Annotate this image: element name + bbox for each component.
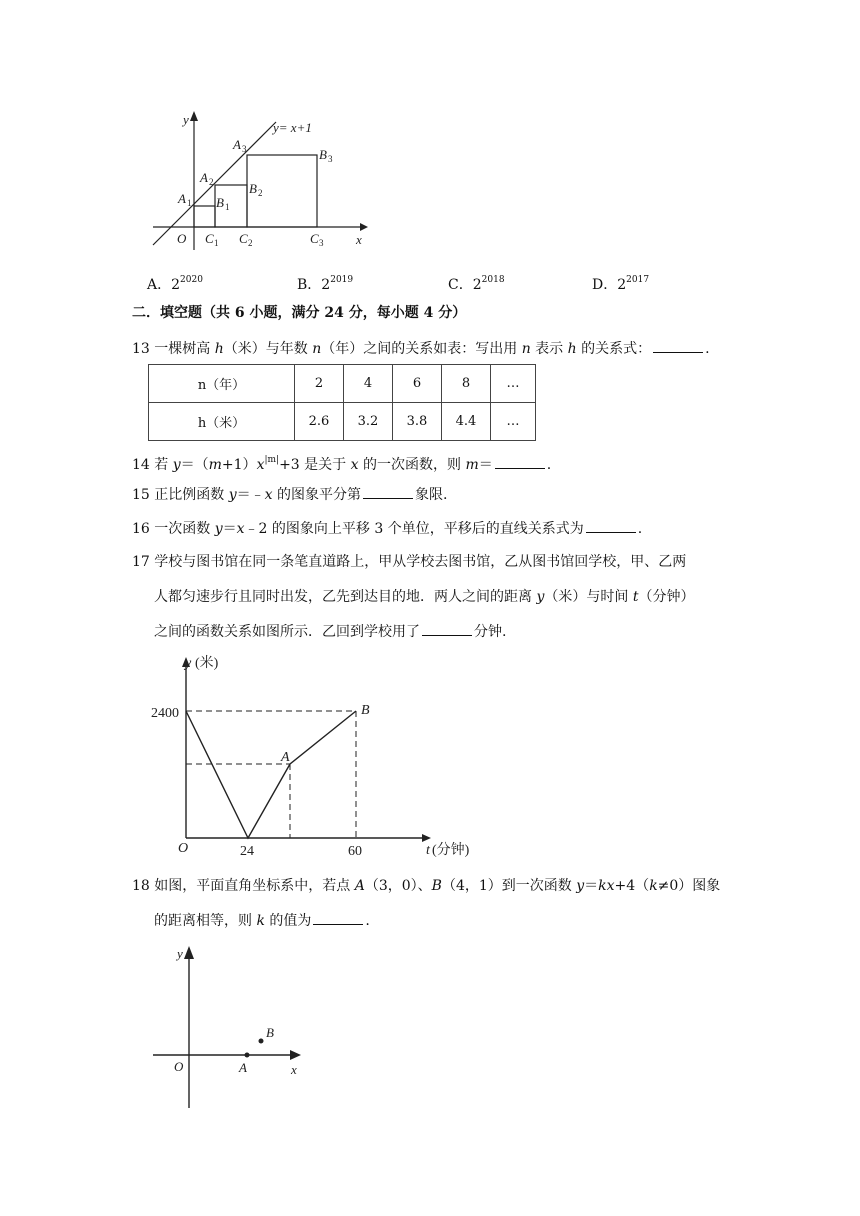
table-cell: 3.8 [393,403,442,441]
answer-blank[interactable] [495,454,545,469]
origin-label: O [178,841,189,856]
question-15: 15 正比例函数 y＝﹣x 的图象平分第 象限. [132,484,447,505]
label-a3-sub: 3 [242,144,247,154]
question-17-line-1: 17 学校与图书馆在同一条笔直道路上，甲从学校去图书馆，乙从图书馆回学校，甲、乙两 [132,554,687,570]
point-b-label: B [361,703,370,718]
table-cell: 6 [393,365,442,403]
table-cell: 2.6 [295,403,344,441]
option-a[interactable]: A．$2^{2020}$ [147,275,203,293]
origin-label: O [177,231,187,246]
x-axis-label: x [356,232,362,247]
label-c2-sub: 2 [248,238,253,248]
table-cell: 8 [442,365,491,403]
table-cell: … [491,365,536,403]
y-axis-label: y [183,112,189,127]
x-axis-label: x [291,1062,297,1077]
y-axis-label: y [177,946,183,961]
label-b1: B [216,195,224,210]
point-a-dot [245,1053,250,1058]
y-axis-arrow [184,946,194,959]
origin-label: O [174,1059,184,1074]
x-axis-arrow [422,834,431,842]
x-axis-unit: (分钟) [432,843,470,858]
y-axis-unit: (米) [195,656,219,671]
table-cell: 3.2 [344,403,393,441]
x-axis-arrow [290,1050,301,1060]
answer-blank[interactable] [422,621,472,636]
option-c[interactable]: C．$2^{2018}$ [448,275,505,293]
table-row [149,403,536,441]
point-b-label: B [266,1025,274,1040]
table-cell: … [491,403,536,441]
figure-distance-time-graph [140,650,510,865]
square-1 [194,206,215,227]
point-a-label: A [281,750,290,765]
question-13: 13 一棵树高 h（米）与年数 n（年）之间的关系如表：写出用 n 表示 h 的关系式： . [132,338,710,359]
label-b3: B [319,147,327,162]
label-a2-sub: 2 [209,177,214,187]
question-16: 16 一次函数 y＝x﹣2 的图象向上平移 3 个单位，平移后的直线关系式为 . [132,518,642,539]
question-18-line-1: 18 如图，平面直角坐标系中，若点 A（3，0）、B（4，1）到一次函数 y＝kx+4（k≠0）图象 [132,878,721,894]
row-header-h: h（米） [149,403,295,441]
answer-blank[interactable] [313,910,363,925]
question-14: 14 若 $y=(m+1)x^{|m|}+3$ 是关于 x 的一次函数，则 m＝ . [132,455,552,473]
label-c3: C [310,231,319,246]
x-tick-24: 24 [240,844,254,859]
label-c3-sub: 3 [319,238,324,248]
option-d[interactable]: D．$2^{2017}$ [592,275,650,293]
label-b2: B [249,181,257,196]
question-17-line-3: 之间的函数关系如图所示．乙回到学校用了 分钟. [154,621,506,642]
label-b1-sub: 1 [225,202,230,212]
label-c1: C [205,231,214,246]
label-b3-sub: 3 [328,154,333,164]
line-label: y= x+1 [273,120,312,135]
label-a1: A [178,191,186,206]
row-header-n: n（年） [149,365,295,403]
point-a-label: A [239,1060,247,1075]
label-a1-sub: 1 [187,198,192,208]
table-cell: 4.4 [442,403,491,441]
table-cell: 2 [295,365,344,403]
question-18-line-2: 的距离相等，则 k 的值为 . [154,910,370,931]
y-tick-2400: 2400 [151,706,179,721]
section-heading: 二．填空题（共 6 小题，满分 24 分，每小题 4 分） [132,305,467,321]
answer-blank[interactable] [586,518,636,533]
question-17-line-2: 人都匀速步行且同时出发，乙先到达目的地．两人之间的距离 y（米）与时间 t（分钟） [154,589,695,605]
label-c1-sub: 1 [214,238,219,248]
answer-blank[interactable] [363,484,413,499]
y-axis-arrow [190,111,198,121]
tree-height-table [148,364,536,441]
label-a3: A [233,137,241,152]
answer-blank[interactable] [653,338,703,353]
label-c2: C [239,231,248,246]
distance-line [186,711,356,838]
figure-points-a-b [148,940,318,1115]
label-b2-sub: 2 [258,188,263,198]
label-a2: A [200,170,208,185]
table-row [149,365,536,403]
y-axis-label: y [185,656,192,671]
x-tick-60: 60 [348,844,362,859]
x-axis-label: t [426,843,430,858]
x-axis-arrow [360,223,368,231]
point-b-dot [259,1039,264,1044]
figure-staircase-squares [148,105,378,255]
table-cell: 4 [344,365,393,403]
option-b[interactable]: B．$2^{2019}$ [297,275,354,293]
